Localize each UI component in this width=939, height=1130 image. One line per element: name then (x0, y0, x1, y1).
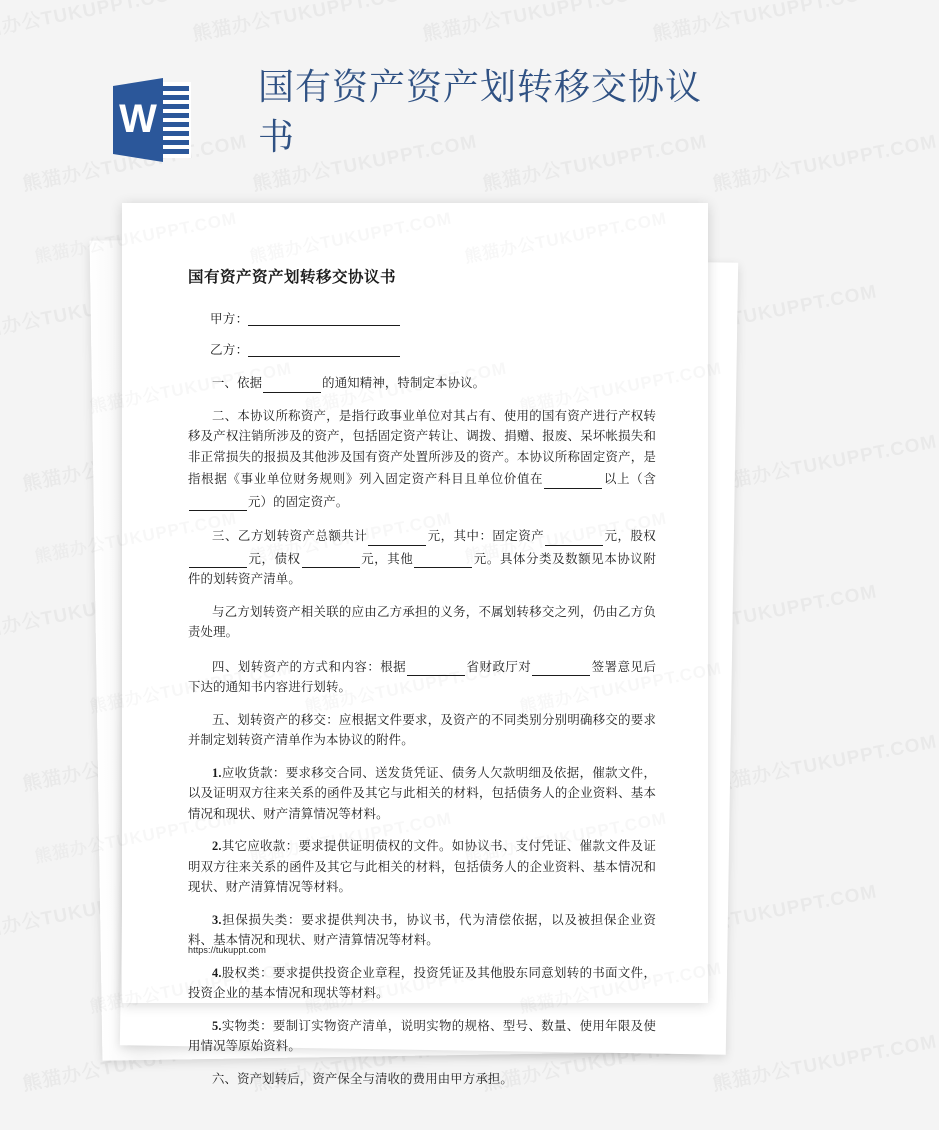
clause-text: 元，股权 (604, 529, 656, 543)
fill-in-blank[interactable] (407, 655, 465, 677)
clause-text: 元，债权 (248, 551, 301, 566)
fill-in-blank[interactable] (414, 547, 472, 569)
fill-in-blank[interactable] (545, 524, 603, 546)
clause-paragraph (188, 602, 656, 643)
clause-text: 股权类：要求提供投资企业章程，投资凭证及其他股东同意划转的书面文件，投资企业的基本情况和现状等材料。 (188, 965, 656, 1000)
party-label: 甲方： (210, 312, 249, 326)
clause-text: 元）的固定资产。 (248, 494, 349, 509)
clause-text: 元，其中：固定资产 (427, 529, 545, 543)
word-file-icon (107, 76, 195, 164)
clause-number: 4. (212, 965, 222, 980)
fill-in-blank[interactable] (302, 547, 360, 569)
document-page (122, 203, 708, 1086)
party-field-row (188, 309, 656, 327)
document-footer-url: https://tukuppt.com (188, 945, 266, 955)
clause-number: 1. (212, 765, 222, 780)
clause-text: 二、本协议所称资产，是指行政事业单位对其占有、使用的国有资产进行产权转移及产权注销所涉及的资产，包括固定资产转让、调拨、捐赠、报废、呆坏帐损失和非正常损失的报损及其他涉及国有资产处置所涉及的资产。本协议所称固定资产，是指根据《事业单位财务规则》列入固定资产科目且单位价值在 (188, 408, 656, 486)
clause-text: 元，其他 (360, 551, 414, 566)
clause-paragraph (188, 836, 656, 898)
clause-list (188, 371, 656, 1089)
clause-text: 实物类：要制订实物资产清单，说明实物的规格、型号、数量、使用年限及使用情况等原始资料。 (188, 1018, 656, 1053)
clause-text: 以上（含 (603, 472, 656, 486)
document-content (122, 203, 708, 1101)
fill-in-blank[interactable] (532, 655, 590, 677)
clause-paragraph (188, 406, 656, 513)
clause-paragraph (188, 371, 656, 394)
clause-number: 5. (212, 1018, 222, 1033)
party-blank-line[interactable] (248, 310, 400, 326)
clause-number: 2. (212, 839, 222, 853)
clause-text: 三、乙方划转资产总额共计 (212, 529, 368, 543)
document-page-inner (122, 203, 708, 1086)
clause-text: 五、划转资产的移交：应根据文件要求，及资产的不同类别分别明确移交的要求并制定划转资产清单作为本协议的附件。 (188, 712, 656, 747)
clause-text: 元。具体分类及数额见本协议附件的划转资产清单。 (188, 551, 656, 586)
clause-text: 应收货款：要求移交合同、送发货凭证、债务人欠款明细及依据，催款文件，以及证明双方往来关系的函件及其它与此相关的材料，包括债务人的企业资料、基本情况和现状、财产清算情况等材料。 (188, 765, 656, 821)
clause-text: 六、资产划转后，资产保全与清收的费用由甲方承担。 (212, 1071, 513, 1086)
party-label: 乙方： (210, 343, 249, 357)
clause-text: 与乙方划转资产相关联的应由乙方承担的义务，不属划转移交之列，仍由乙方负责处理。 (188, 604, 656, 639)
clause-text: 其它应收款：要求提供证明债权的文件。如协议书、支付凭证、催款文件及证明双方往来关系的函件及其它与此相关的材料，包括债务人的企业资料、基本情况和现状、财产清算情况等材料。 (188, 839, 656, 894)
clause-paragraph (188, 524, 656, 590)
document-heading: 国有资产资产划转移交协议书 (188, 269, 397, 286)
fill-in-blank[interactable] (189, 490, 247, 512)
page-title: 国有资产资产划转移交协议书 (258, 66, 703, 157)
clause-text: 签署意见后下达的通知书内容进行划转。 (188, 659, 657, 694)
party-field-list (188, 309, 656, 358)
clause-paragraph (188, 763, 656, 825)
clause-text: 的通知精神，特制定本协议。 (322, 376, 486, 390)
clause-paragraph (188, 1016, 656, 1057)
clause-paragraph (188, 963, 656, 1004)
fill-in-blank[interactable] (263, 371, 321, 393)
clause-text: 一、依据 (212, 376, 263, 390)
clause-text: 省财政厅对 (466, 659, 532, 674)
party-field-row (188, 340, 656, 358)
clause-paragraph (188, 710, 656, 751)
clause-number: 3. (212, 912, 222, 927)
fill-in-blank[interactable] (189, 547, 247, 569)
fill-in-blank[interactable] (368, 524, 426, 546)
svg-text:W: W (119, 97, 157, 141)
clause-text: 担保损失类：要求提供判决书，协议书，代为清偿依据，以及被担保企业资料、基本情况和现状、财产清算情况等材料。 (188, 912, 656, 947)
fill-in-blank[interactable] (544, 467, 602, 489)
clause-text: 四、划转资产的方式和内容：根据 (212, 659, 407, 674)
page-header (0, 0, 800, 190)
party-blank-line[interactable] (248, 341, 400, 357)
clause-paragraph (188, 655, 656, 698)
clause-paragraph (188, 1069, 656, 1090)
